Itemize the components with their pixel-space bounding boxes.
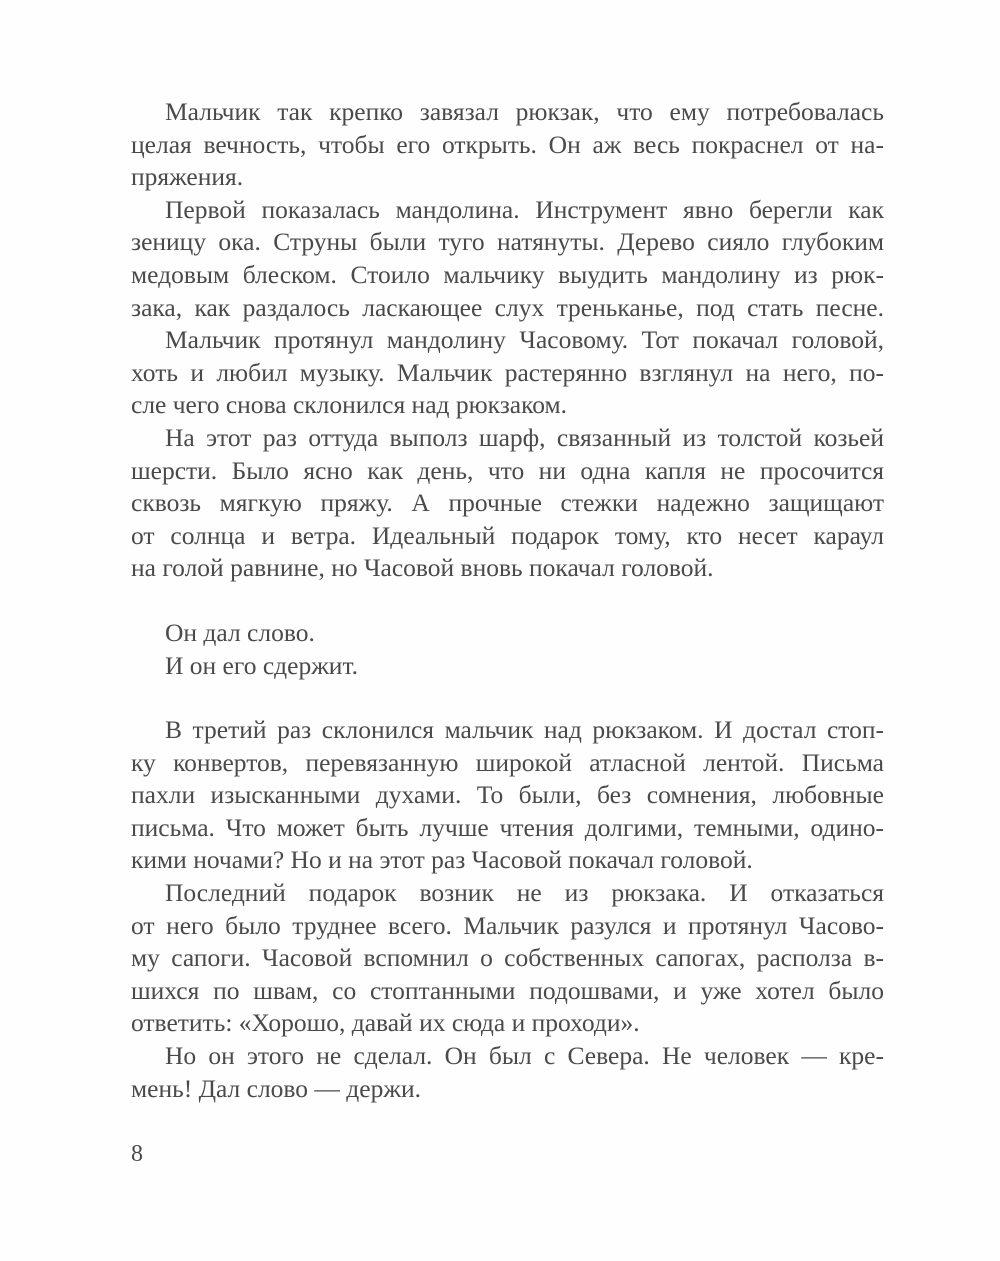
text-line: Мальчик протянул мандолину Часовому. Тот покачал головой, [165,325,884,355]
text-line: медовым блеском. Стоило мальчику выудить мандолину из рюк- [131,259,884,289]
text-line: целая вечность, чтобы его открыть. Он аж весь покраснел от на- [131,129,884,159]
text-line: шихся по швам, со стоптанными подошвами, и уже хотел было [131,975,884,1005]
paragraph-3 [131,324,884,422]
page-number: 8 [131,1141,143,1167]
text-line: му сапоги. Часовой вспомнил о собственных сапогах, располза в- [131,943,884,973]
verse-line: Он дал слово. [165,617,315,647]
text-line: на голой равнине, но Часовой вновь покачал головой. [131,553,714,583]
text-line: кими ночами? Но и на этот раз Часовой покачал головой. [131,845,753,875]
verse-block [131,617,884,682]
paragraph-2 [131,194,884,324]
verse-line: И он его сдержит. [165,650,359,680]
text-line: Но он этого не сделал. Он был с Севера. Не человек — кре- [165,1041,884,1071]
text-line: Мальчик так крепко завязал рюкзак, что ему потребовалась [165,97,884,126]
body-text [131,96,884,1105]
paragraph-5 [131,714,884,877]
paragraph-6 [131,877,884,1040]
text-line: зака, как раздалось ласкающее слух треньканье, под стать песне. [131,292,884,322]
text-line: сле чего снова склонился над рюкзаком. [131,390,567,420]
text-line: пряжения. [131,162,244,192]
text-line: письма. Что может быть лучше чтения долгими, темными, одино- [131,812,884,842]
text-line: мень! Дал слово — держи. [131,1073,421,1103]
section-gap [131,585,884,617]
text-line: от солнца и ветра. Идеальный подарок тому, кто несет караул [131,520,884,550]
text-line: Первой показалась мандолина. Инструмент явно берегли как [165,194,884,224]
paragraph-7 [131,1040,884,1105]
text-line: В третий раз склонился мальчик над рюкзаком. И достал стоп- [165,715,884,745]
text-line: пахли изысканными духами. То были, без сомнения, любовные [131,780,884,810]
text-line: ку конвертов, перевязанную широкой атласной лентой. Письма [131,747,884,777]
text-line: от него было труднее всего. Мальчик разулся и протянул Часово- [131,910,884,940]
text-line: зеницу ока. Струны были туго натянуты. Дерево сияло глубоким [131,227,884,257]
text-line: На этот раз оттуда выполз шарф, связанный из толстой козьей [165,422,884,452]
text-line: ответить: «Хорошо, давай их сюда и проходи». [131,1008,640,1038]
paragraph-4 [131,422,884,585]
section-gap [131,682,884,714]
text-line: шерсти. Было ясно как день, что ни одна капля не просочится [131,455,884,485]
paragraph-1 [131,96,884,194]
text-line: хоть и любил музыку. Мальчик растерянно взглянул на него, по- [131,357,884,387]
text-line: Последний подарок возник не из рюкзака. И отказаться [165,878,884,908]
text-line: сквозь мягкую пряжу. А прочные стежки надежно защищают [131,488,884,518]
